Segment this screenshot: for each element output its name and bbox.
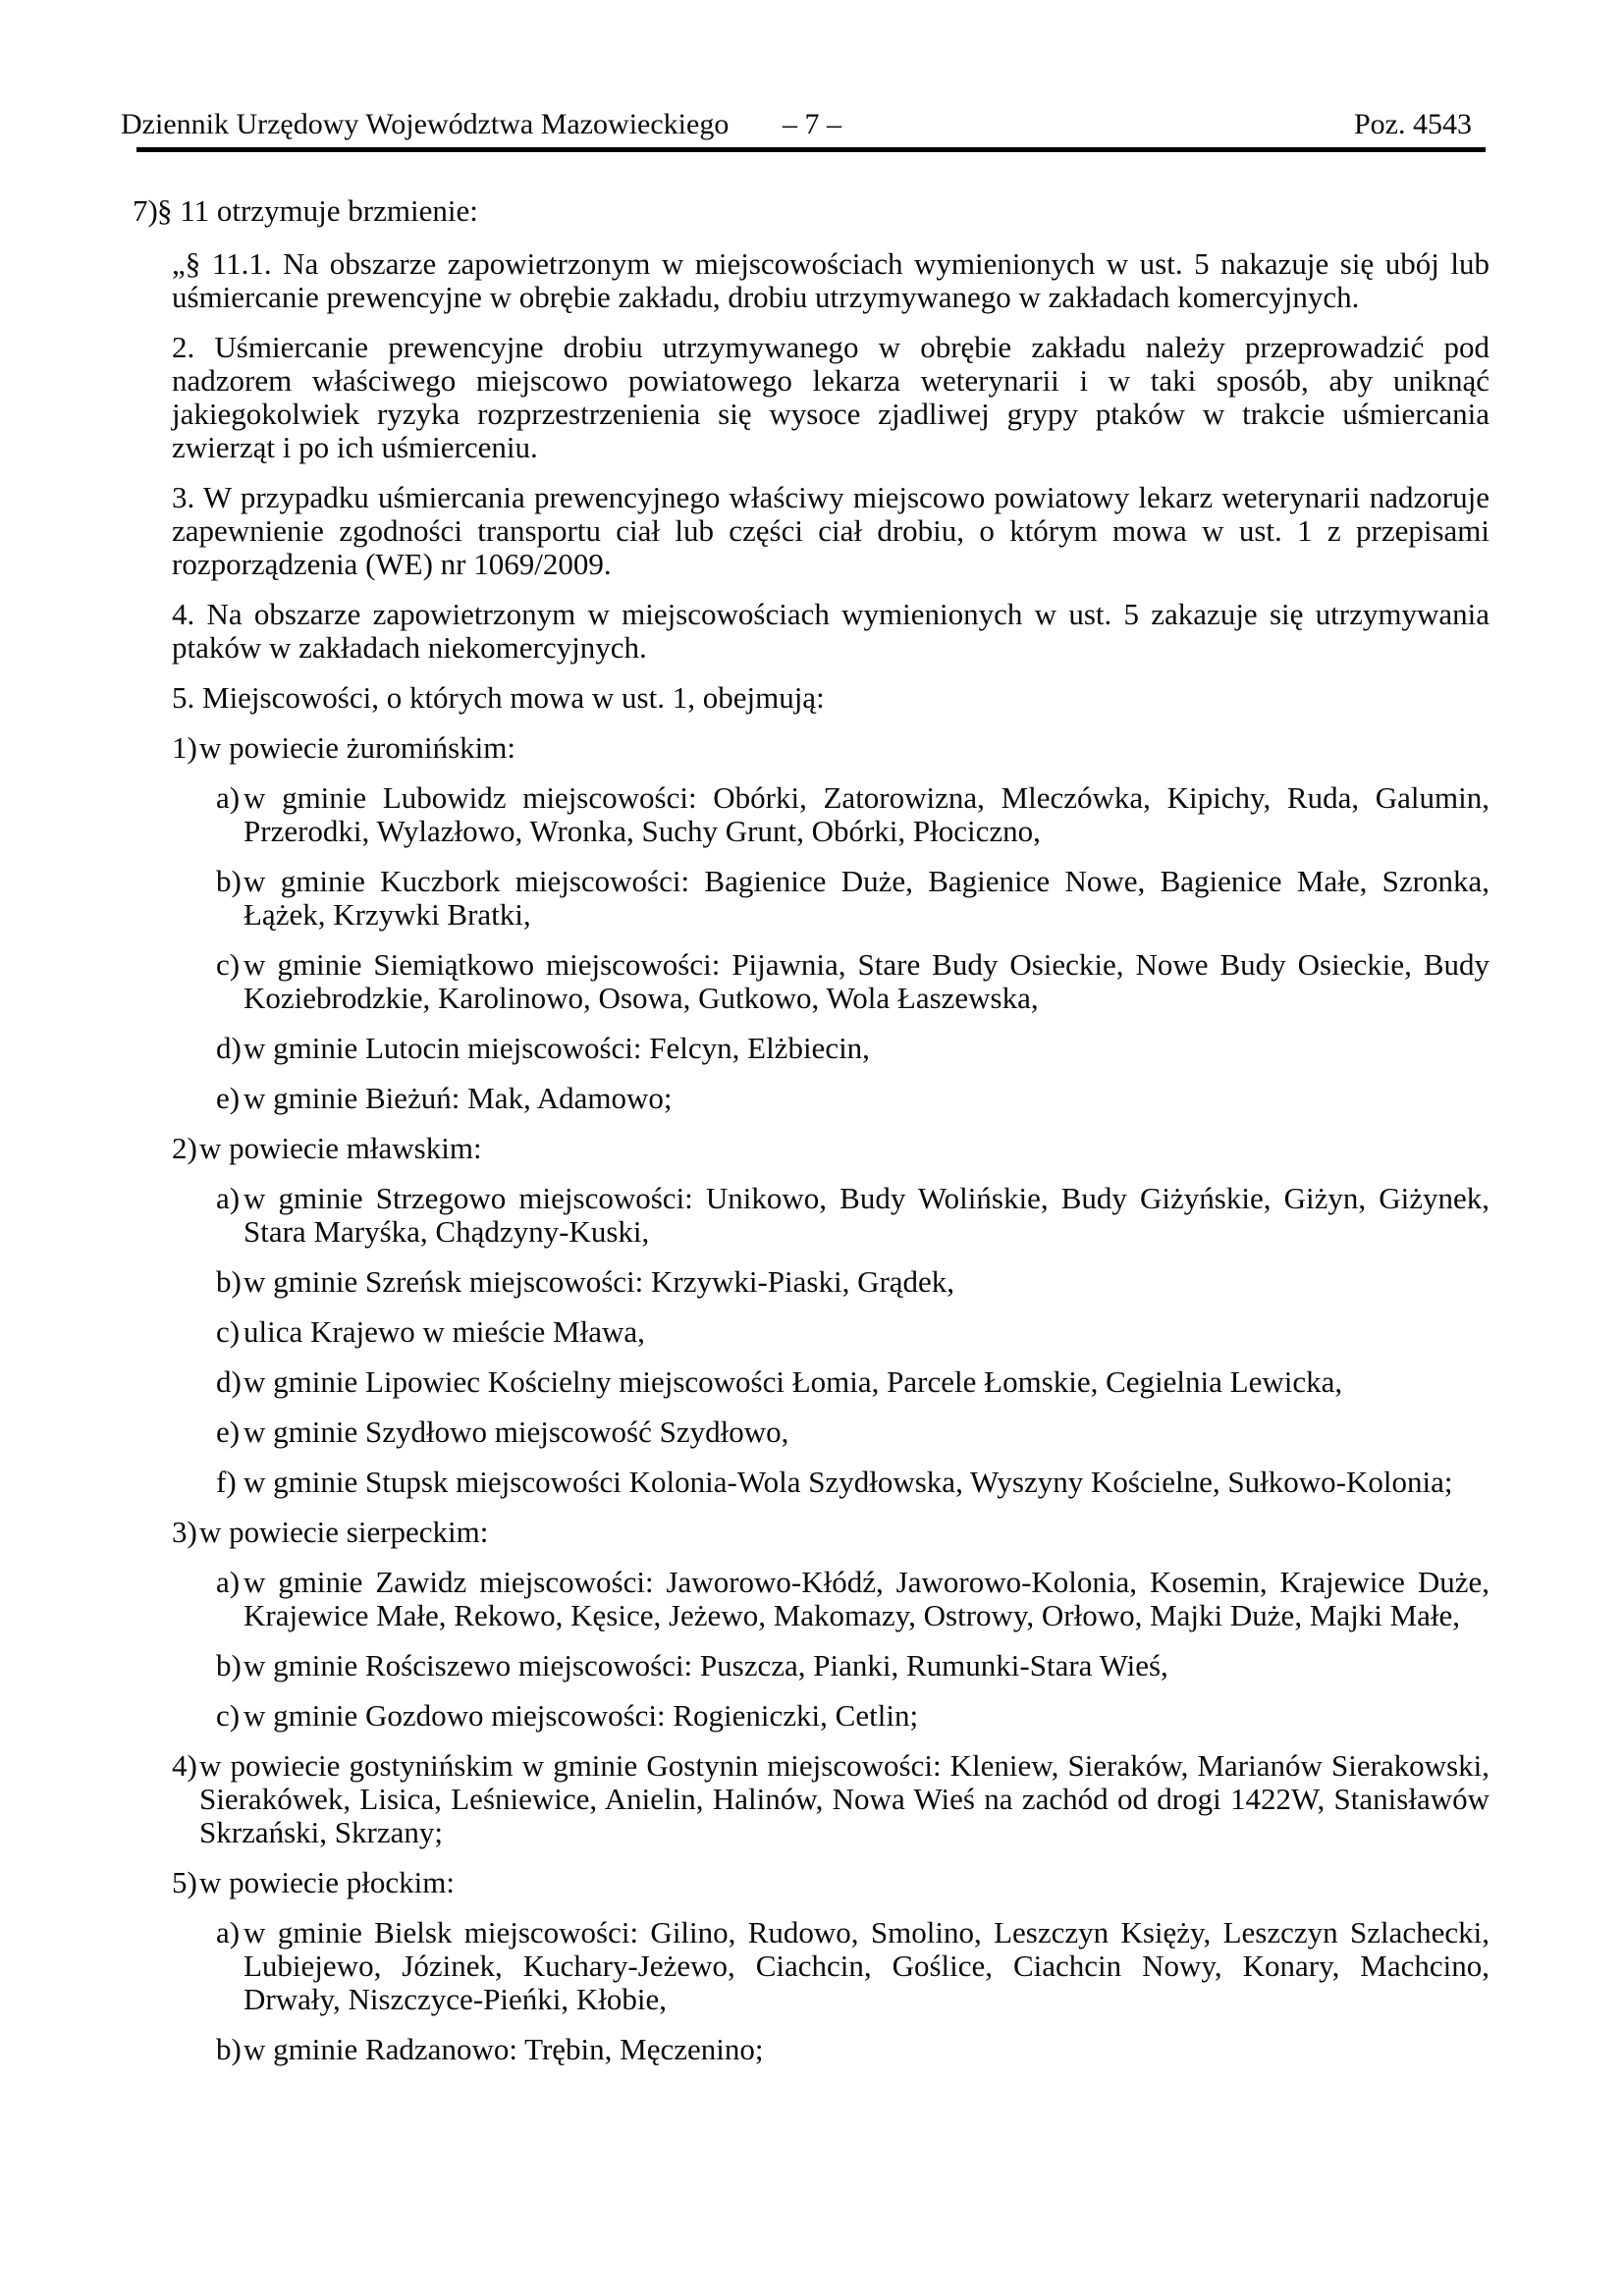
paragraph-11-1: „§ 11.1. Na obszarze zapowietrzonym w miejscowościach wymienionych w ust. 5 nakazuje się ubój lub uśmiercanie prewencyjne w obrębie zakładu, drobiu utrzymywanego w zakładach komercyjnych. <box>172 246 1489 314</box>
item-text: w powiecie mławskim: <box>199 1131 482 1165</box>
item-text: w powiecie gostynińskim w gminie Gostynin miejscowości: Kleniew, Sieraków, Marianów Sierakowski, Sierakówek, Lisica, Leśniewice, Anielin, Halinów, Nowa Wieś na zachód od drogi 1422W, Stanisławów Skrzański, Skrzany; <box>199 1748 1489 1849</box>
item-text: w gminie Kuczbork miejscowości: Bagienice Duże, Bagienice Nowe, Bagienice Małe, Szronka, Łążek, Krzywki Bratki, <box>244 864 1489 932</box>
item-text: w gminie Lubowidz miejscowości: Obórki, Zatorowizna, Mleczówka, Kipichy, Ruda, Galumin, Przerodki, Wylazłowo, Wronka, Suchy Grunt, Obórki, Płociczno, <box>244 780 1489 848</box>
item-text: w gminie Bielsk miejscowości: Gilino, Rudowo, Smolino, Leszczyn Księży, Leszczyn Szlachecki, Lubiejewo, Józinek, Kuchary-Jeżewo, Ciachcin, Goślice, Ciachcin Nowy, Konary, Machcino, Drwały, Niszczyce-Pieńki, Kłobie, <box>244 1915 1489 2016</box>
commune-item <box>216 1365 1489 1399</box>
commune-item <box>216 1649 1489 1682</box>
commune-item <box>216 1182 1489 1249</box>
item-marker: b) <box>216 1648 242 1682</box>
item-text: § 11 otrzymuje brzmienie: <box>157 193 478 228</box>
amendment-item-7-body <box>172 247 1489 2066</box>
paragraph-11-4: 4. Na obszarze zapowietrzonym w miejscowościach wymienionych w ust. 5 zakazuje się utrzymywania ptaków w zakładach niekomercyjnych. <box>172 597 1489 665</box>
commune-item <box>216 865 1489 932</box>
item-text: w gminie Siemiątkowo miejscowości: Pijawnia, Stare Budy Osieckie, Nowe Budy Osieckie, Budy Koziebrodzkie, Karolinowo, Osowa, Gutkowo, Wola Łaszewska, <box>244 947 1489 1015</box>
commune-item <box>216 1466 1489 1499</box>
paragraph-11-2: 2. Uśmiercanie prewencyjne drobiu utrzymywanego w obrębie zakładu należy przeprowadzić pod nadzorem właściwego miejscowo powiatowego lekarza weterynarii i w taki sposób, aby uniknąć jakiegokolwiek ryzyka rozprzestrzenienia się wysoce zjadliwej grypy ptaków w trakcie uśmiercania zwierząt i po ich uśmierceniu. <box>172 330 1489 464</box>
item-text: ulica Krajewo w mieście Mława, <box>244 1314 645 1349</box>
item-marker: 3) <box>172 1515 197 1549</box>
item-marker: e) <box>216 1081 241 1115</box>
district-item <box>172 1866 1489 1899</box>
commune-item <box>216 1315 1489 1349</box>
item-marker: 4) <box>172 1748 197 1783</box>
item-marker: b) <box>216 2032 242 2066</box>
district-item <box>172 1749 1489 1849</box>
district-item <box>172 1516 1489 1549</box>
document-body <box>133 194 1489 2083</box>
item-marker: f) <box>216 1465 237 1499</box>
item-marker: a) <box>216 1181 241 1215</box>
item-text: w powiecie żuromińskim: <box>199 730 515 765</box>
item-marker: c) <box>216 947 241 982</box>
item-text: w gminie Szydłowo miejscowość Szydłowo, <box>244 1415 789 1449</box>
commune-item <box>216 1699 1489 1733</box>
journal-title: Dziennik Urzędowy Województwa Mazowieckiego <box>121 108 730 140</box>
item-text: w gminie Lipowiec Kościelny miejscowości Łomia, Parcele Łomskie, Cegielnia Lewicka, <box>244 1364 1343 1399</box>
paragraph-11-5: 5. Miejscowości, o których mowa w ust. 1, obejmują: <box>172 680 825 715</box>
item-marker: c) <box>216 1314 241 1349</box>
commune-item <box>216 1082 1489 1115</box>
item-marker: a) <box>216 1565 241 1599</box>
item-text: w gminie Lutocin miejscowości: Felcyn, Elżbiecin, <box>244 1031 870 1065</box>
item-text: w gminie Gozdowo miejscowości: Rogieniczki, Cetlin; <box>244 1698 919 1733</box>
commune-item <box>216 948 1489 1015</box>
item-marker: c) <box>216 1698 241 1733</box>
commune-item <box>216 2033 1489 2066</box>
item-text: w gminie Bieżuń: Mak, Adamowo; <box>244 1081 673 1115</box>
page-header <box>121 110 1503 139</box>
item-marker: 1) <box>172 730 197 765</box>
commune-item <box>216 1032 1489 1065</box>
item-text: w powiecie płockim: <box>199 1865 455 1899</box>
item-marker: a) <box>216 1915 241 1949</box>
item-text: w gminie Strzegowo miejscowości: Unikowo, Budy Wolińskie, Budy Giżyńskie, Giżyn, Giżynek, Stara Maryśka, Chądzyny-Kuski, <box>244 1181 1489 1249</box>
commune-item <box>216 1415 1489 1449</box>
item-marker: e) <box>216 1415 241 1449</box>
item-marker: b) <box>216 864 242 898</box>
district-item <box>172 1132 1489 1165</box>
district-item <box>172 731 1489 765</box>
item-marker: a) <box>216 780 241 815</box>
amendment-item-7 <box>133 194 1489 228</box>
item-marker: d) <box>216 1364 242 1399</box>
item-text: w gminie Radzanowo: Trębin, Męczenino; <box>244 2032 764 2066</box>
commune-item <box>216 1916 1489 2016</box>
item-marker: 2) <box>172 1131 197 1165</box>
item-marker: 5) <box>172 1865 197 1899</box>
item-marker: d) <box>216 1031 242 1065</box>
commune-item <box>216 1566 1489 1632</box>
item-text: w gminie Stupsk miejscowości Kolonia-Wola Szydłowska, Wyszyny Kościelne, Sułkowo-Kolonia; <box>244 1465 1453 1499</box>
position-number: Poz. 4543 <box>1354 108 1472 140</box>
item-text: w powiecie sierpeckim: <box>199 1515 489 1549</box>
page-number: – 7 – <box>783 108 841 140</box>
commune-item <box>216 1265 1489 1299</box>
item-text: w gminie Zawidz miejscowości: Jaworowo-Kłódź, Jaworowo-Kolonia, Kosemin, Krajewice Duże, Krajewice Małe, Rekowo, Kęsice, Jeżewo, Makomazy, Ostrowy, Orłowo, Majki Duże, Majki Małe, <box>244 1565 1489 1632</box>
item-text: w gminie Rościszewo miejscowości: Puszcza, Pianki, Rumunki-Stara Wieś, <box>244 1648 1168 1682</box>
header-rule <box>136 147 1486 152</box>
item-marker: 7) <box>133 193 158 228</box>
item-text: w gminie Szreńsk miejscowości: Krzywki-Piaski, Grądek, <box>244 1264 955 1299</box>
item-marker: b) <box>216 1264 242 1299</box>
paragraph-11-3: 3. W przypadku uśmiercania prewencyjnego właściwy miejscowo powiatowy lekarz weterynarii nadzoruje zapewnienie zgodności transportu ciał lub części ciał drobiu, o którym mowa w ust. 1 z przepisami rozporządzenia (WE) nr 1069/2009. <box>172 480 1489 581</box>
commune-item <box>216 781 1489 848</box>
